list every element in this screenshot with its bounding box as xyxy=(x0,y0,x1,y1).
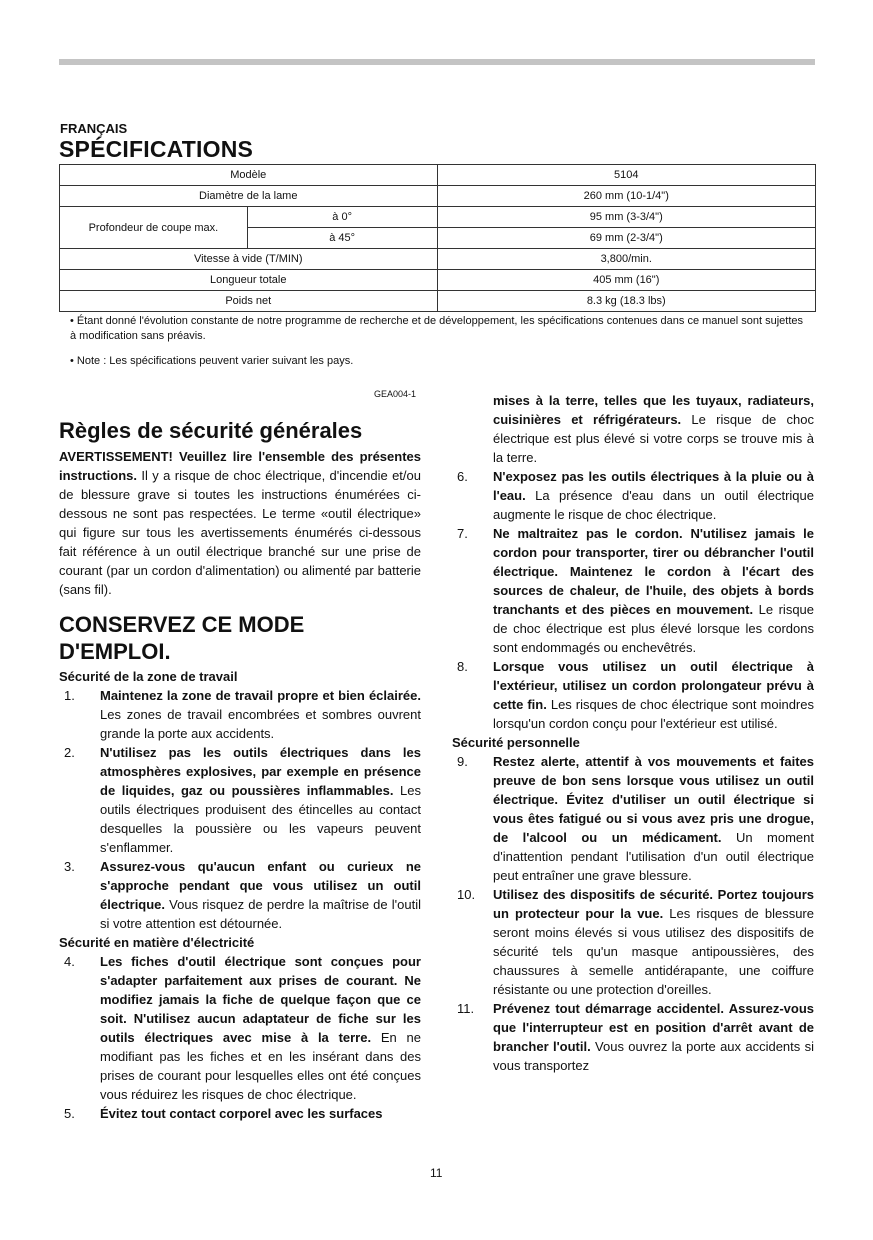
list-item xyxy=(452,999,814,1075)
table-cell: 8.3 kg (18.3 lbs) xyxy=(437,291,816,312)
table-cell: Modèle xyxy=(60,165,438,186)
table-cell: 260 mm (10-1/4") xyxy=(437,186,816,207)
table-cell: Profondeur de coupe max. xyxy=(60,207,248,249)
item-number: 9. xyxy=(457,754,468,769)
list-item-continuation xyxy=(452,391,814,467)
table-cell: 95 mm (3-3/4") xyxy=(437,207,816,228)
item-text xyxy=(100,743,421,857)
item-body: Vous ouvrez la porte aux accidents si vous transportez xyxy=(493,1039,814,1073)
item-bold: Maintenez la zone de travail propre et bien éclairée. xyxy=(100,688,421,703)
header-rule xyxy=(59,59,815,65)
item-body: Le risque de choc électrique est plus élevé si votre corps se trouve mis à la terre. xyxy=(493,412,815,465)
table-cell: Longueur totale xyxy=(60,270,438,291)
spec-notes xyxy=(70,314,810,379)
language-label: FRANÇAIS xyxy=(60,121,128,136)
subheading-electrical: Sécurité en matière d'électricité xyxy=(59,935,255,950)
table-cell: Diamètre de la lame xyxy=(60,186,438,207)
item-text xyxy=(100,1104,421,1123)
table-cell: 3,800/min. xyxy=(437,249,816,270)
subheading-personal: Sécurité personnelle xyxy=(452,735,580,750)
table-row xyxy=(60,165,816,186)
item-text xyxy=(493,999,814,1075)
list-item xyxy=(452,467,814,524)
item-bold: Prévenez tout démarrage accidentel. Assurez-vous que l'interrupteur est en position d'arrêt avant de brancher l'outil. xyxy=(493,1001,814,1054)
list-item xyxy=(452,524,814,657)
list-item xyxy=(59,686,421,743)
list-item xyxy=(59,1104,421,1123)
item-text xyxy=(100,952,421,1104)
list-item xyxy=(59,857,421,933)
item-body: Un moment d'inattention pendant l'utilisation d'un outil électrique peut entraîner une grave blessure. xyxy=(493,830,814,883)
table-cell: 405 mm (16") xyxy=(437,270,816,291)
table-cell: à 0° xyxy=(247,207,437,228)
item-number: 5. xyxy=(64,1106,75,1121)
table-row xyxy=(60,270,816,291)
item-number: 7. xyxy=(457,526,468,541)
item-number: 4. xyxy=(64,954,75,969)
item-bold: Utilisez des dispositifs de sécurité. Portez toujours un protecteur pour la vue. xyxy=(493,887,814,921)
item-body: La présence d'eau dans un outil électrique augmente le risque de choc électrique. xyxy=(493,488,814,522)
page-number: 11 xyxy=(430,1166,443,1180)
item-text xyxy=(493,524,814,657)
item-body: Les zones de travail encombrées et sombres ouvrent grande la porte aux accidents. xyxy=(100,707,421,741)
document-code: GEA004-1 xyxy=(374,389,417,399)
list-item xyxy=(452,885,814,999)
table-cell: 69 mm (2-3/4") xyxy=(437,228,816,249)
item-number: 1. xyxy=(64,688,75,703)
item-number: 3. xyxy=(64,859,75,874)
item-bold: mises à la terre, telles que les tuyaux, radiateurs, cuisinières et réfrigérateurs. xyxy=(493,393,814,427)
item-number: 6. xyxy=(457,469,468,484)
list-item xyxy=(59,743,421,857)
conserve-line-1: CONSERVEZ CE MODE xyxy=(59,612,305,637)
item-text xyxy=(100,686,421,743)
item-bold: Les fiches d'outil électrique sont conçues pour s'adapter parfaitement aux prises de courant. Ne modifiez jamais la fiche de quelque façon que ce soit. N'utilisez aucun adaptateur de fiche sur les outils électriques avec mise à la terre. xyxy=(100,954,421,1045)
item-bold: N'exposez pas les outils électriques à la pluie ou à l'eau. xyxy=(493,469,814,503)
table-row xyxy=(60,291,816,312)
table-cell: 5104 xyxy=(437,165,816,186)
warning-bold: AVERTISSEMENT! Veuillez lire l'ensemble des présentes instructions. xyxy=(59,449,421,483)
list-item xyxy=(452,657,814,733)
item-body: Les risques de choc électrique sont moindres lorsqu'un cordon conçu pour l'extérieur est utilisé. xyxy=(493,697,814,731)
item-text xyxy=(493,752,814,885)
item-bold: Évitez tout contact corporel avec les surfaces xyxy=(100,1106,383,1121)
item-text xyxy=(493,657,814,733)
item-number: 8. xyxy=(457,659,468,674)
item-text xyxy=(493,885,814,999)
right-column xyxy=(452,391,814,1075)
item-bold: Ne maltraitez pas le cordon. N'utilisez jamais le cordon pour transporter, tirer ou débrancher l'outil électrique. Maintenez le cordon à l'écart des sources de chaleur, de l'huile, des objets à bords tranchants et des pièces en mouvement. xyxy=(493,526,814,617)
page-title: SPÉCIFICATIONS xyxy=(59,136,254,162)
list-item xyxy=(452,752,814,885)
item-number: 2. xyxy=(64,745,75,760)
left-column xyxy=(59,413,421,1123)
spec-table xyxy=(59,164,816,312)
item-bold: Lorsque vous utilisez un outil électrique à l'extérieur, utilisez un cordon prolongateur prévu à cette fin. xyxy=(493,659,814,712)
table-cell: Poids net xyxy=(60,291,438,312)
warning-paragraph xyxy=(59,447,421,599)
subheading-work-area: Sécurité de la zone de travail xyxy=(59,669,238,684)
item-body: Vous risquez de perdre la maîtrise de l'outil si votre attention est détournée. xyxy=(100,897,421,931)
item-text xyxy=(493,467,814,524)
conserve-line-2: D'EMPLOI. xyxy=(59,639,171,664)
item-text xyxy=(100,857,421,933)
table-cell: Vitesse à vide (T/MIN) xyxy=(60,249,438,270)
table-cell: à 45° xyxy=(247,228,437,249)
warning-text: Il y a risque de choc électrique, d'incendie et/ou de blessure grave si toutes les instructions énumérées ci-dessous ne sont pas respectées. Le terme «outil électrique» qui figure sur tous les avertissements énumérés ci-dessous fait référence à un outil électrique branché sur une prise de courant (par un cordon d'alimentation) ou alimenté par batterie (sans fil). xyxy=(59,468,421,597)
table-row xyxy=(60,186,816,207)
table-row xyxy=(60,249,816,270)
item-body: Les outils électriques produisent des étincelles au contact desquelles la poussière ou les vapeurs peuvent s'enflammer. xyxy=(100,783,421,855)
section-title-conserve xyxy=(59,611,421,665)
note-evolution: • Étant donné l'évolution constante de notre programme de recherche et de développement, les spécifications contenues dans ce manuel sont sujettes à modification sans préavis. xyxy=(70,315,804,342)
item-bold: Assurez-vous qu'aucun enfant ou curieux ne s'approche pendant que vous utilisez un outil électrique. xyxy=(100,859,421,912)
section-title-rules: Règles de sécurité générales xyxy=(59,418,363,443)
note-country: • Note : Les spécifications peuvent varier suivant les pays. xyxy=(70,355,354,367)
item-bold: Restez alerte, attentif à vos mouvements et faites preuve de bon sens lorsque vous utilisez un outil électrique. Évitez d'utiliser un outil électrique si vous êtes fatigué ou si vous avez pris une drogue, de l'alcool ou un médicament. xyxy=(493,754,814,845)
item-number: 10. xyxy=(457,887,476,902)
item-body: En ne modifiant pas les fiches et en les insérant dans des prises de courant pour lesquelles elles ont été conçues vous réduirez les risques de choc électrique. xyxy=(100,1030,421,1102)
item-body: Le risque de choc électrique est plus élevé lorsque les cordons sont endommagés ou enchevêtrés. xyxy=(493,602,815,655)
table-row xyxy=(60,207,816,228)
item-body: Les risques de blessure seront moins élevés si vous utilisez des dispositifs de sécurité tels qu'un masque antipoussières, des chaussures à semelle antidérapante, une coiffure résistante ou une protection d'oreilles. xyxy=(493,906,814,997)
item-number: 11. xyxy=(457,1001,475,1016)
item-bold: N'utilisez pas les outils électriques dans les atmosphères explosives, par exemple en présence de liquides, gaz ou poussières inflammables. xyxy=(100,745,421,798)
list-item xyxy=(59,952,421,1104)
